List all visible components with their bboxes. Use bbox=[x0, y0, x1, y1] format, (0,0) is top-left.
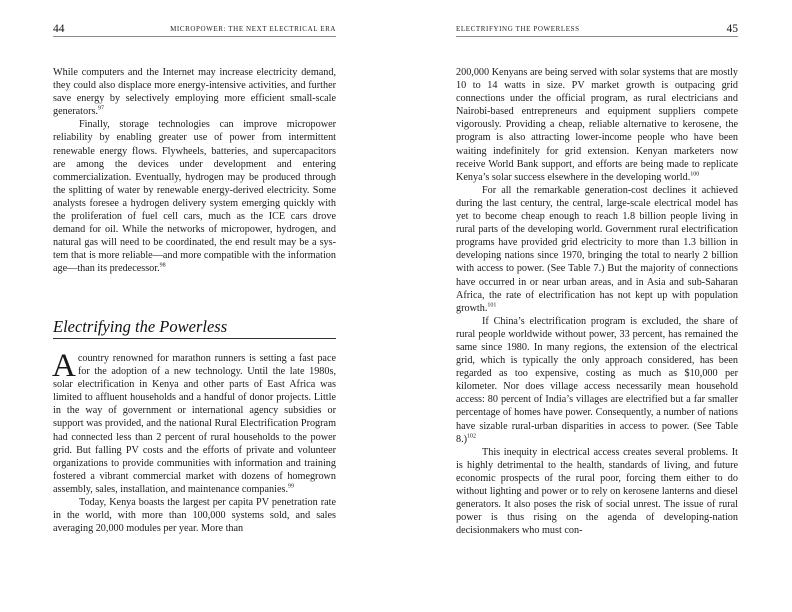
paragraph: While computers and the Internet may increase electricity demand, they could also displace more energy-intensive activities, and further save energy by selectively employing more efficient small-scale generators.$^{97}$ bbox=[53, 67, 336, 118]
section-heading: Electrifying the Powerless bbox=[53, 317, 336, 339]
footnote-ref[interactable]: 98 bbox=[159, 263, 166, 270]
paragraph: This inequity in electrical access creates several problems. It is highly detrimental to the health, standards of living, and future economic prospects of the rural poor, forcing them either to do without lighting and power or to rely on kerosene lanterns and diesel generators. It also poses the risk of social unrest. The issue of rural power is thus rising on the agenda of developing-nation decisionmakers who must con- bbox=[456, 446, 738, 537]
page-number: 44 bbox=[53, 23, 65, 35]
drop-cap: A bbox=[52, 348, 76, 384]
left-page bbox=[53, 0, 336, 612]
paragraph: 200,000 Kenyans are being served with solar systems that are mostly 10 to 14 watts in size. PV market growth is outpacing grid connections under the official program, as rural electricians and Nairobi-based entrepreneurs and equipment suppliers compete vigorously. Providing a cheap, reliable alternative to kerosene, the program is also attracting lower-income people who have been waiting indefinitely for grid extension. Kenyan marketers now receive World Bank support, and efforts are being made to replicate Kenya’s solar success elsewhere in the developing world.$^{100}$ bbox=[456, 67, 738, 183]
running-head-title: ELECTRIFYING THE POWERLESS bbox=[456, 25, 580, 33]
left-section-text bbox=[52, 348, 336, 535]
running-head-title: MICROPOWER: THE NEXT ELECTRICAL ERA bbox=[170, 25, 336, 33]
paragraph: Today, Kenya boasts the largest per capita PV penetration rate in the world, with more than 100,000 systems sold, and sales averaging 20,000 modules per year. More than bbox=[53, 497, 336, 535]
page-number: 45 bbox=[726, 23, 738, 35]
left-top-text bbox=[53, 66, 336, 276]
paragraph: Finally, storage technologies can improve micropower reliability by enabling greater use of power from intermittent renewable energy flows. Flywheels, batteries, and supercapacitors are among the devices under development and entering commercialization. Eventually, hydrogen may be produced through the splitting of water by renewable energy-derived electricity. Some analysts foresee a hydrogen delivery system emerging quickly with the proliferation of fuel cell cars, much as the ICE cars drove demand for oil. While the networks of micropower, hydrogen, and natural gas will need to be coordinated, the end result may be a system that is more reliable—and more compatible with the information age—than its predecessor.$^{98}$ bbox=[53, 119, 336, 275]
footnote-ref[interactable]: 102 bbox=[467, 433, 477, 440]
footnote-ref[interactable]: 101 bbox=[487, 302, 497, 309]
footnote-ref[interactable]: 100 bbox=[690, 171, 700, 178]
paragraph: For all the remarkable generation-cost declines it achieved during the last century, the central, large-scale electrical model has yet to become cheap enough to reach 1.8 billion people living in rural parts of the developing world. Government rural electrification programs have provided grid electricity to more than 1.3 billion in developing nations since 1970, bringing the total to nearly 2 billion with access to power. (See Table 7.) But the majority of connections have occurred in or near urban areas, and in Asia and sub-Saharan Africa, the rate of electrification has not kept up with population growth.$^{101}$ bbox=[456, 184, 738, 314]
paragraph: If China’s electrification program is excluded, the share of rural people worldwide without power, 33 percent, has remained the same since 1980. In many regions, the extension of the electrical grid, which is typically the only approach considered, has been regarded as too expensive, costing as much as $10,000 per kilometer. Nor does village access necessarily mean household access: 80 percent of India’s villages are electrified but a far smaller percentage of homes have power. Consequently, a number of nations have sizable rural-urban disparities in access to power. (See Table 8.)$^{102}$ bbox=[456, 315, 738, 445]
running-head-right bbox=[456, 22, 738, 37]
right-page bbox=[456, 0, 738, 612]
footnote-ref[interactable]: 99 bbox=[288, 483, 294, 490]
footnote-ref[interactable]: 97 bbox=[97, 105, 104, 112]
right-text bbox=[456, 66, 738, 537]
paragraph: Acountry renowned for marathon runners is setting a fast pace for the adoption of a new technology. Until the late 1980s, solar electrification in Kenya and other parts of East Africa was limited to affluent households and a handful of donor projects. Little in the way of government or international agency subsidies or support was provided, and the national Rural Electrification Program had connected less than 2 percent of rural households to the power grid. But falling PV costs and the efforts of private and volunteer organizations to provide communities with information and training fostered a vibrant commercial market with dozens of homegrown assembly, sales, installation, and maintenance companies.$^{99}$ bbox=[52, 348, 336, 495]
running-head-left bbox=[53, 22, 336, 37]
